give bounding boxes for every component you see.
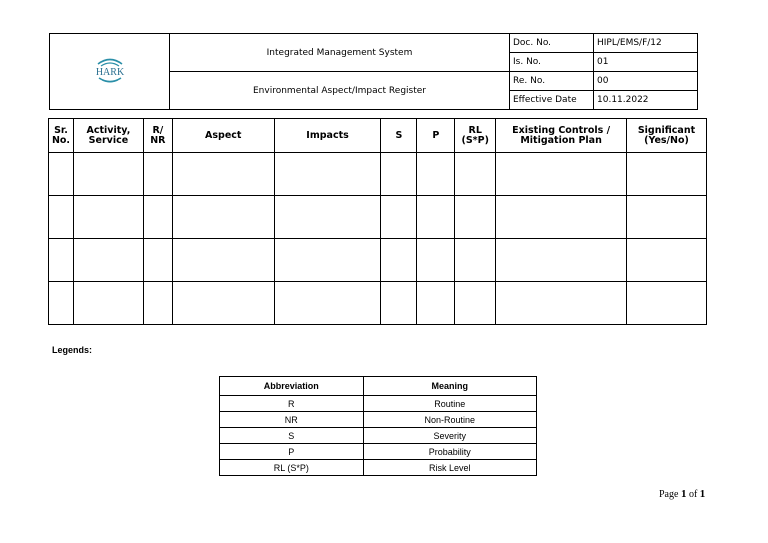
table-row [220, 412, 537, 428]
issue-no-value: 01 [594, 53, 698, 72]
table-row [49, 239, 707, 282]
legend-meaning: Non-Routine [363, 412, 536, 428]
col-probability: P [417, 119, 455, 153]
table-row [220, 428, 537, 444]
legend-col-abbreviation: Abbreviation [220, 377, 364, 396]
register-header-row [49, 119, 707, 153]
legend-abbr: NR [220, 412, 364, 428]
logo-cell [50, 34, 170, 110]
legend-abbr: R [220, 396, 364, 412]
table-row [220, 460, 537, 476]
legend-header-row [220, 377, 537, 396]
effective-date-label: Effective Date [510, 91, 594, 110]
legend-abbr: P [220, 444, 364, 460]
legend-meaning: Severity [363, 428, 536, 444]
of-word: of [688, 489, 698, 500]
table-row [49, 282, 707, 325]
col-risk-level: RL (S*P) [455, 119, 496, 153]
system-title: Integrated Management System [170, 34, 510, 72]
legend-table [219, 376, 537, 476]
legend-meaning: Probability [363, 444, 536, 460]
total-pages: 1 [699, 488, 706, 500]
table-row [220, 396, 537, 412]
page-number-footer [659, 488, 705, 500]
col-impacts: Impacts [274, 119, 381, 153]
legends-label: Legends: [52, 345, 93, 355]
legend-abbr: S [220, 428, 364, 444]
logo-text: HARK [95, 67, 124, 78]
table-row [49, 196, 707, 239]
revision-no-label: Re. No. [510, 72, 594, 91]
current-page: 1 [680, 488, 687, 500]
col-significant: Significant (Yes/No) [626, 119, 706, 153]
legend-meaning: Risk Level [363, 460, 536, 476]
table-row [49, 153, 707, 196]
table-row [220, 444, 537, 460]
doc-no-label: Doc. No. [510, 34, 594, 53]
legend-meaning: Routine [363, 396, 536, 412]
hark-logo [90, 53, 130, 87]
doc-no-value: HIPL/EMS/F/12 [594, 34, 698, 53]
col-aspect: Aspect [172, 119, 274, 153]
col-existing-controls: Existing Controls / Mitigation Plan [496, 119, 627, 153]
aspect-impact-register-table [48, 118, 707, 325]
document-header-table [49, 33, 698, 110]
legend-col-meaning: Meaning [363, 377, 536, 396]
effective-date-value: 10.11.2022 [594, 91, 698, 110]
col-sr-no: Sr. No. [49, 119, 74, 153]
revision-no-value: 00 [594, 72, 698, 91]
document-title: Environmental Aspect/Impact Register [170, 72, 510, 110]
page-word: Page [659, 489, 679, 500]
col-routine-nonroutine: R/ NR [143, 119, 172, 153]
legend-abbr: RL (S*P) [220, 460, 364, 476]
col-activity-service: Activity, Service [73, 119, 143, 153]
col-severity: S [381, 119, 417, 153]
issue-no-label: Is. No. [510, 53, 594, 72]
